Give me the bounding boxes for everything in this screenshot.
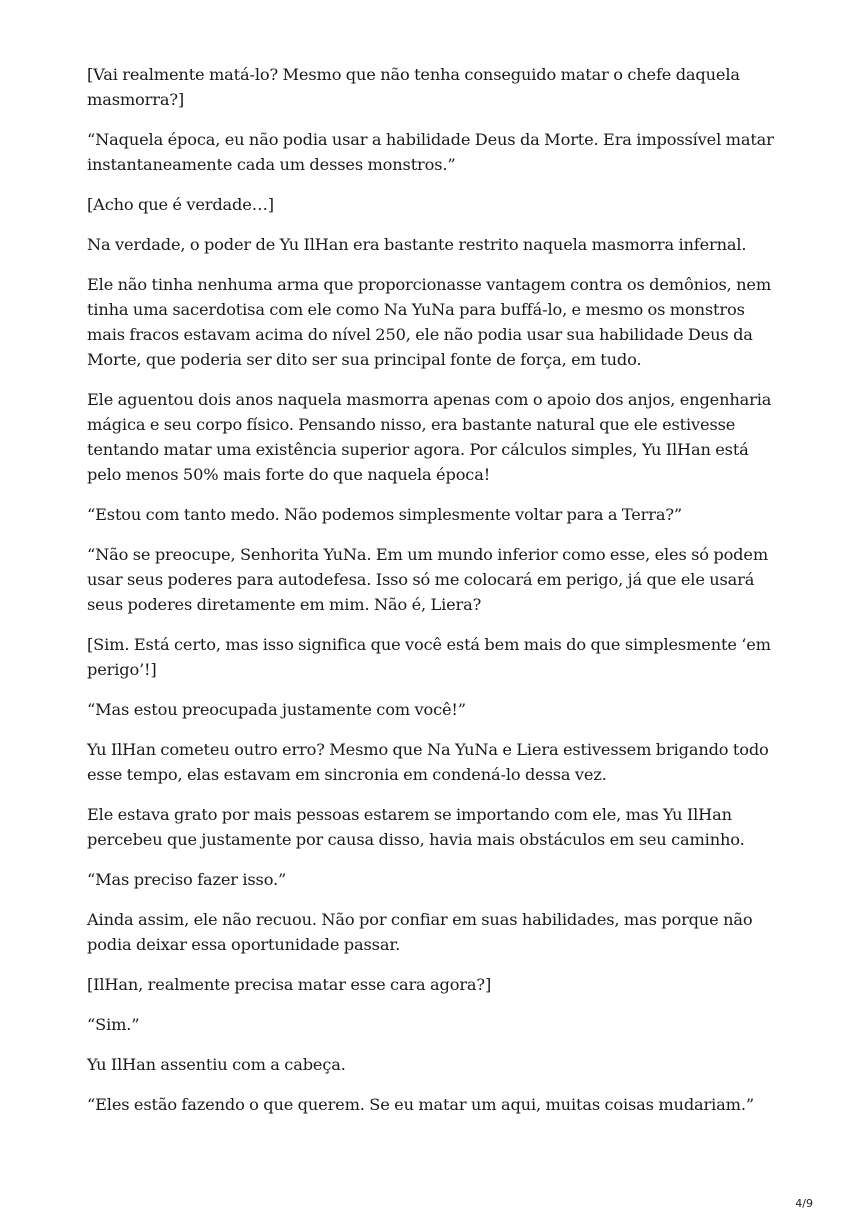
paragraph: Ainda assim, ele não recuou. Não por confiar em suas habilidades, mas porque não podia deixar essa oportunidade passar. [87, 910, 753, 954]
document-body [87, 62, 787, 1132]
paragraph: [Sim. Está certo, mas isso significa que você está bem mais do que simplesmente ‘em perigo’!] [87, 635, 771, 679]
page-number: 4/9 [795, 1197, 813, 1210]
paragraph: Yu IlHan cometeu outro erro? Mesmo que Na YuNa e Liera estivessem brigando todo esse tempo, elas estavam em sincronia em condená-lo dessa vez. [87, 740, 769, 784]
paragraph: “Mas preciso fazer isso.” [87, 870, 287, 889]
paragraph: “Não se preocupe, Senhorita YuNa. Em um mundo inferior como esse, eles só podem usar seus poderes para autodefesa. Isso só me colocará em perigo, já que ele usará seus poderes diretamente em mim. Não é, Liera? [87, 545, 769, 614]
paragraph: “Mas estou preocupada justamente com você!” [87, 700, 466, 719]
paragraph: Yu IlHan assentiu com a cabeça. [87, 1055, 346, 1074]
paragraph: “Estou com tanto medo. Não podemos simplesmente voltar para a Terra?” [87, 505, 683, 524]
paragraph: [Vai realmente matá-lo? Mesmo que não tenha conseguido matar o chefe daquela masmorra?] [87, 65, 740, 109]
paragraph: Na verdade, o poder de Yu IlHan era bastante restrito naquela masmorra infernal. [87, 235, 747, 254]
paragraph: “Sim.” [87, 1015, 140, 1034]
paragraph: [Acho que é verdade…] [87, 195, 274, 214]
paragraph: [IlHan, realmente precisa matar esse cara agora?] [87, 975, 492, 994]
paragraph: “Eles estão fazendo o que querem. Se eu matar um aqui, muitas coisas mudariam.” [87, 1095, 754, 1114]
paragraph: Ele estava grato por mais pessoas estarem se importando com ele, mas Yu IlHan percebeu que justamente por causa disso, havia mais obstáculos em seu caminho. [87, 805, 745, 849]
paragraph: Ele aguentou dois anos naquela masmorra apenas com o apoio dos anjos, engenharia mágica e seu corpo físico. Pensando nisso, era bastante natural que ele estivesse tentando matar uma existência superior agora. Por cálculos simples, Yu IlHan está pelo menos 50% mais forte do que naquela época! [87, 390, 772, 484]
paragraph: Ele não tinha nenhuma arma que proporcionasse vantagem contra os demônios, nem tinha uma sacerdotisa com ele como Na YuNa para buffá-lo, e mesmo os monstros mais fracos estavam acima do nível 250, ele não podia usar sua habilidade Deus da Morte, que poderia ser dito ser sua principal fonte de força, em tudo. [87, 275, 772, 369]
paragraph: “Naquela época, eu não podia usar a habilidade Deus da Morte. Era impossível matar instantaneamente cada um desses monstros.” [87, 130, 774, 174]
